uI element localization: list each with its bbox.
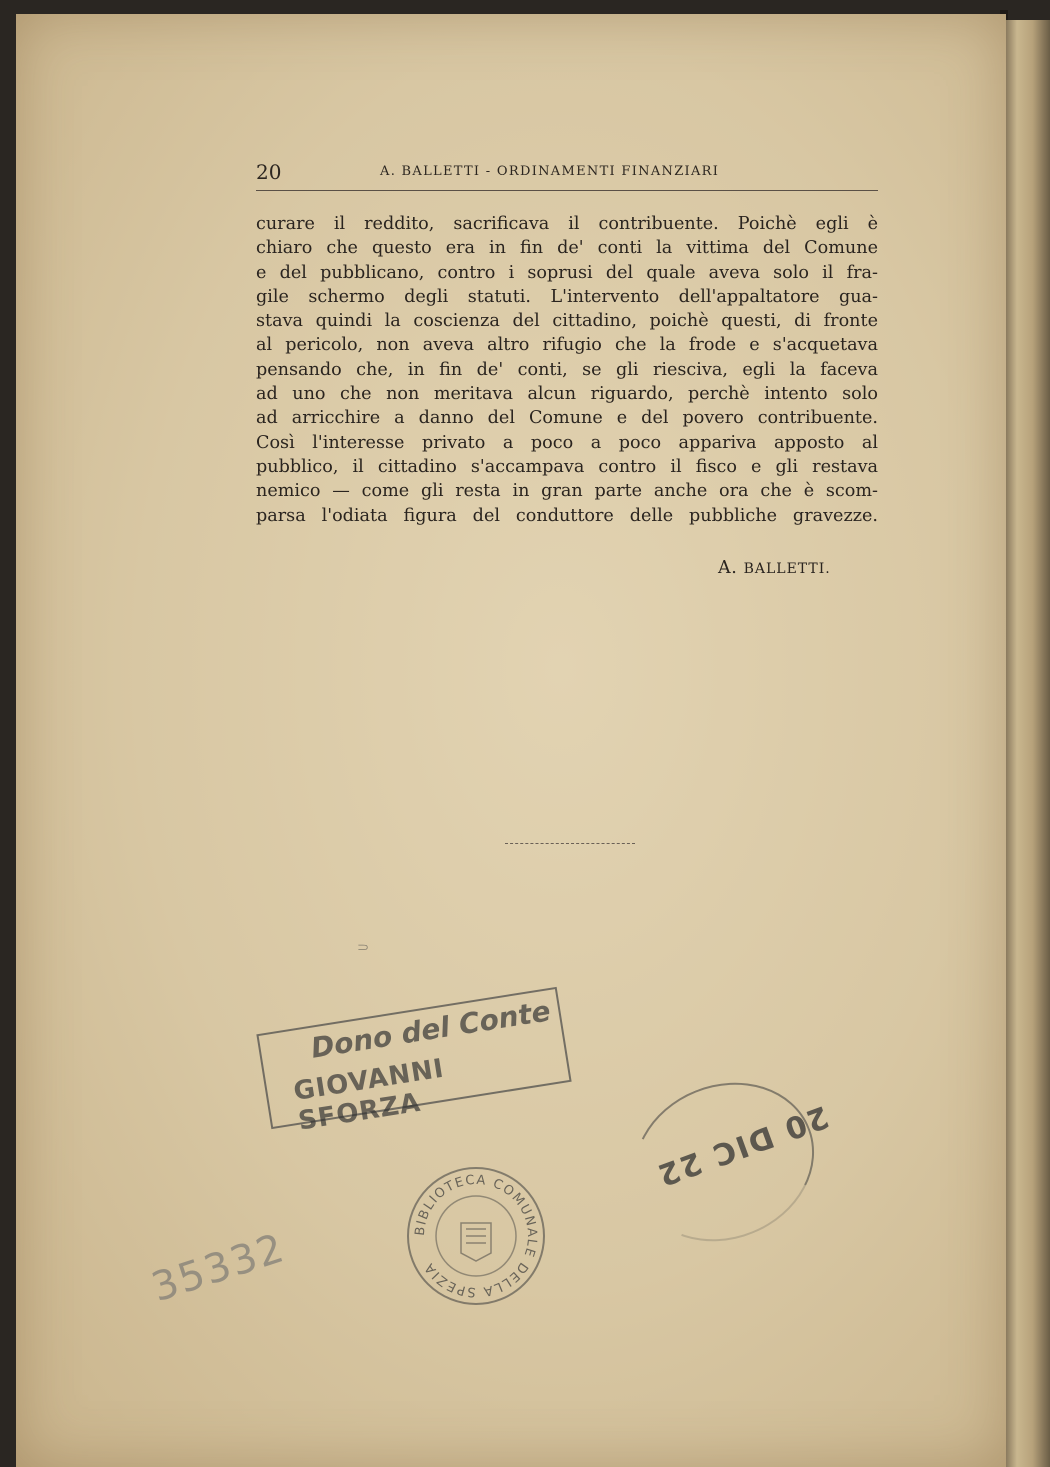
page-number: 20 <box>256 160 282 184</box>
end-rule <box>505 843 635 844</box>
author-signature <box>718 558 831 578</box>
donation-stamp-line2: GIOVANNI SFORZA <box>291 1053 447 1137</box>
text-line: chiaro che questo era in fin de' conti la vittima del Comune <box>256 238 878 259</box>
body-paragraph <box>256 212 878 528</box>
text-line: nemico — come gli resta in gran parte anche ora che è scom- <box>256 481 878 502</box>
text-line: e del pubblicano, contro i soprusi del quale aveva solo il fra- <box>256 262 878 283</box>
page-header <box>256 158 878 190</box>
header-rule <box>256 190 878 191</box>
text-line: stava quindi la coscienza del cittadino, poichè questi, di fronte <box>256 311 878 332</box>
text-line: pensando che, in fin de' conti, se gli riesciva, egli la faceva <box>256 359 878 380</box>
donation-stamp-line1: Dono del Conte <box>308 994 553 1065</box>
text-line: gile schermo degli statuti. L'intervento dell'appaltatore gua- <box>256 286 878 307</box>
text-line: parsa l'odiata figura del conduttore delle pubbliche gravezze. <box>256 505 878 526</box>
text-line: Così l'interesse privato a poco a poco appariva apposto al <box>256 432 878 453</box>
text-line: al pericolo, non aveva altro rifugio che la frode e s'acquetava <box>256 335 878 356</box>
date-stamp: 20 DIC 22 <box>651 1098 834 1193</box>
text-line: pubblico, il cittadino s'accampava contro il fisco e gli restava <box>256 456 878 477</box>
adjacent-page-edge <box>1006 20 1050 1467</box>
library-seal-icon <box>405 1165 547 1307</box>
text-line: ad arricchire a danno del Comune e del povero contribuente. <box>256 408 878 429</box>
signature-name: BALLETTI. <box>743 561 831 577</box>
text-line: ad uno che non meritava alcun riguardo, perchè intento solo <box>256 384 878 405</box>
running-title: A. BALLETTI - ORDINAMENTI FINANZIARI <box>380 164 720 179</box>
library-seal-text: BIBLIOTECA COMUNALE DELLA SPEZIA <box>412 1172 540 1300</box>
text-line: curare il reddito, sacrificava il contribuente. Poichè egli è <box>256 214 878 234</box>
inventory-number: 35332 <box>146 1224 291 1312</box>
pencil-mark-icon: ⸧ <box>355 938 372 957</box>
signature-initial: A. <box>718 558 744 578</box>
